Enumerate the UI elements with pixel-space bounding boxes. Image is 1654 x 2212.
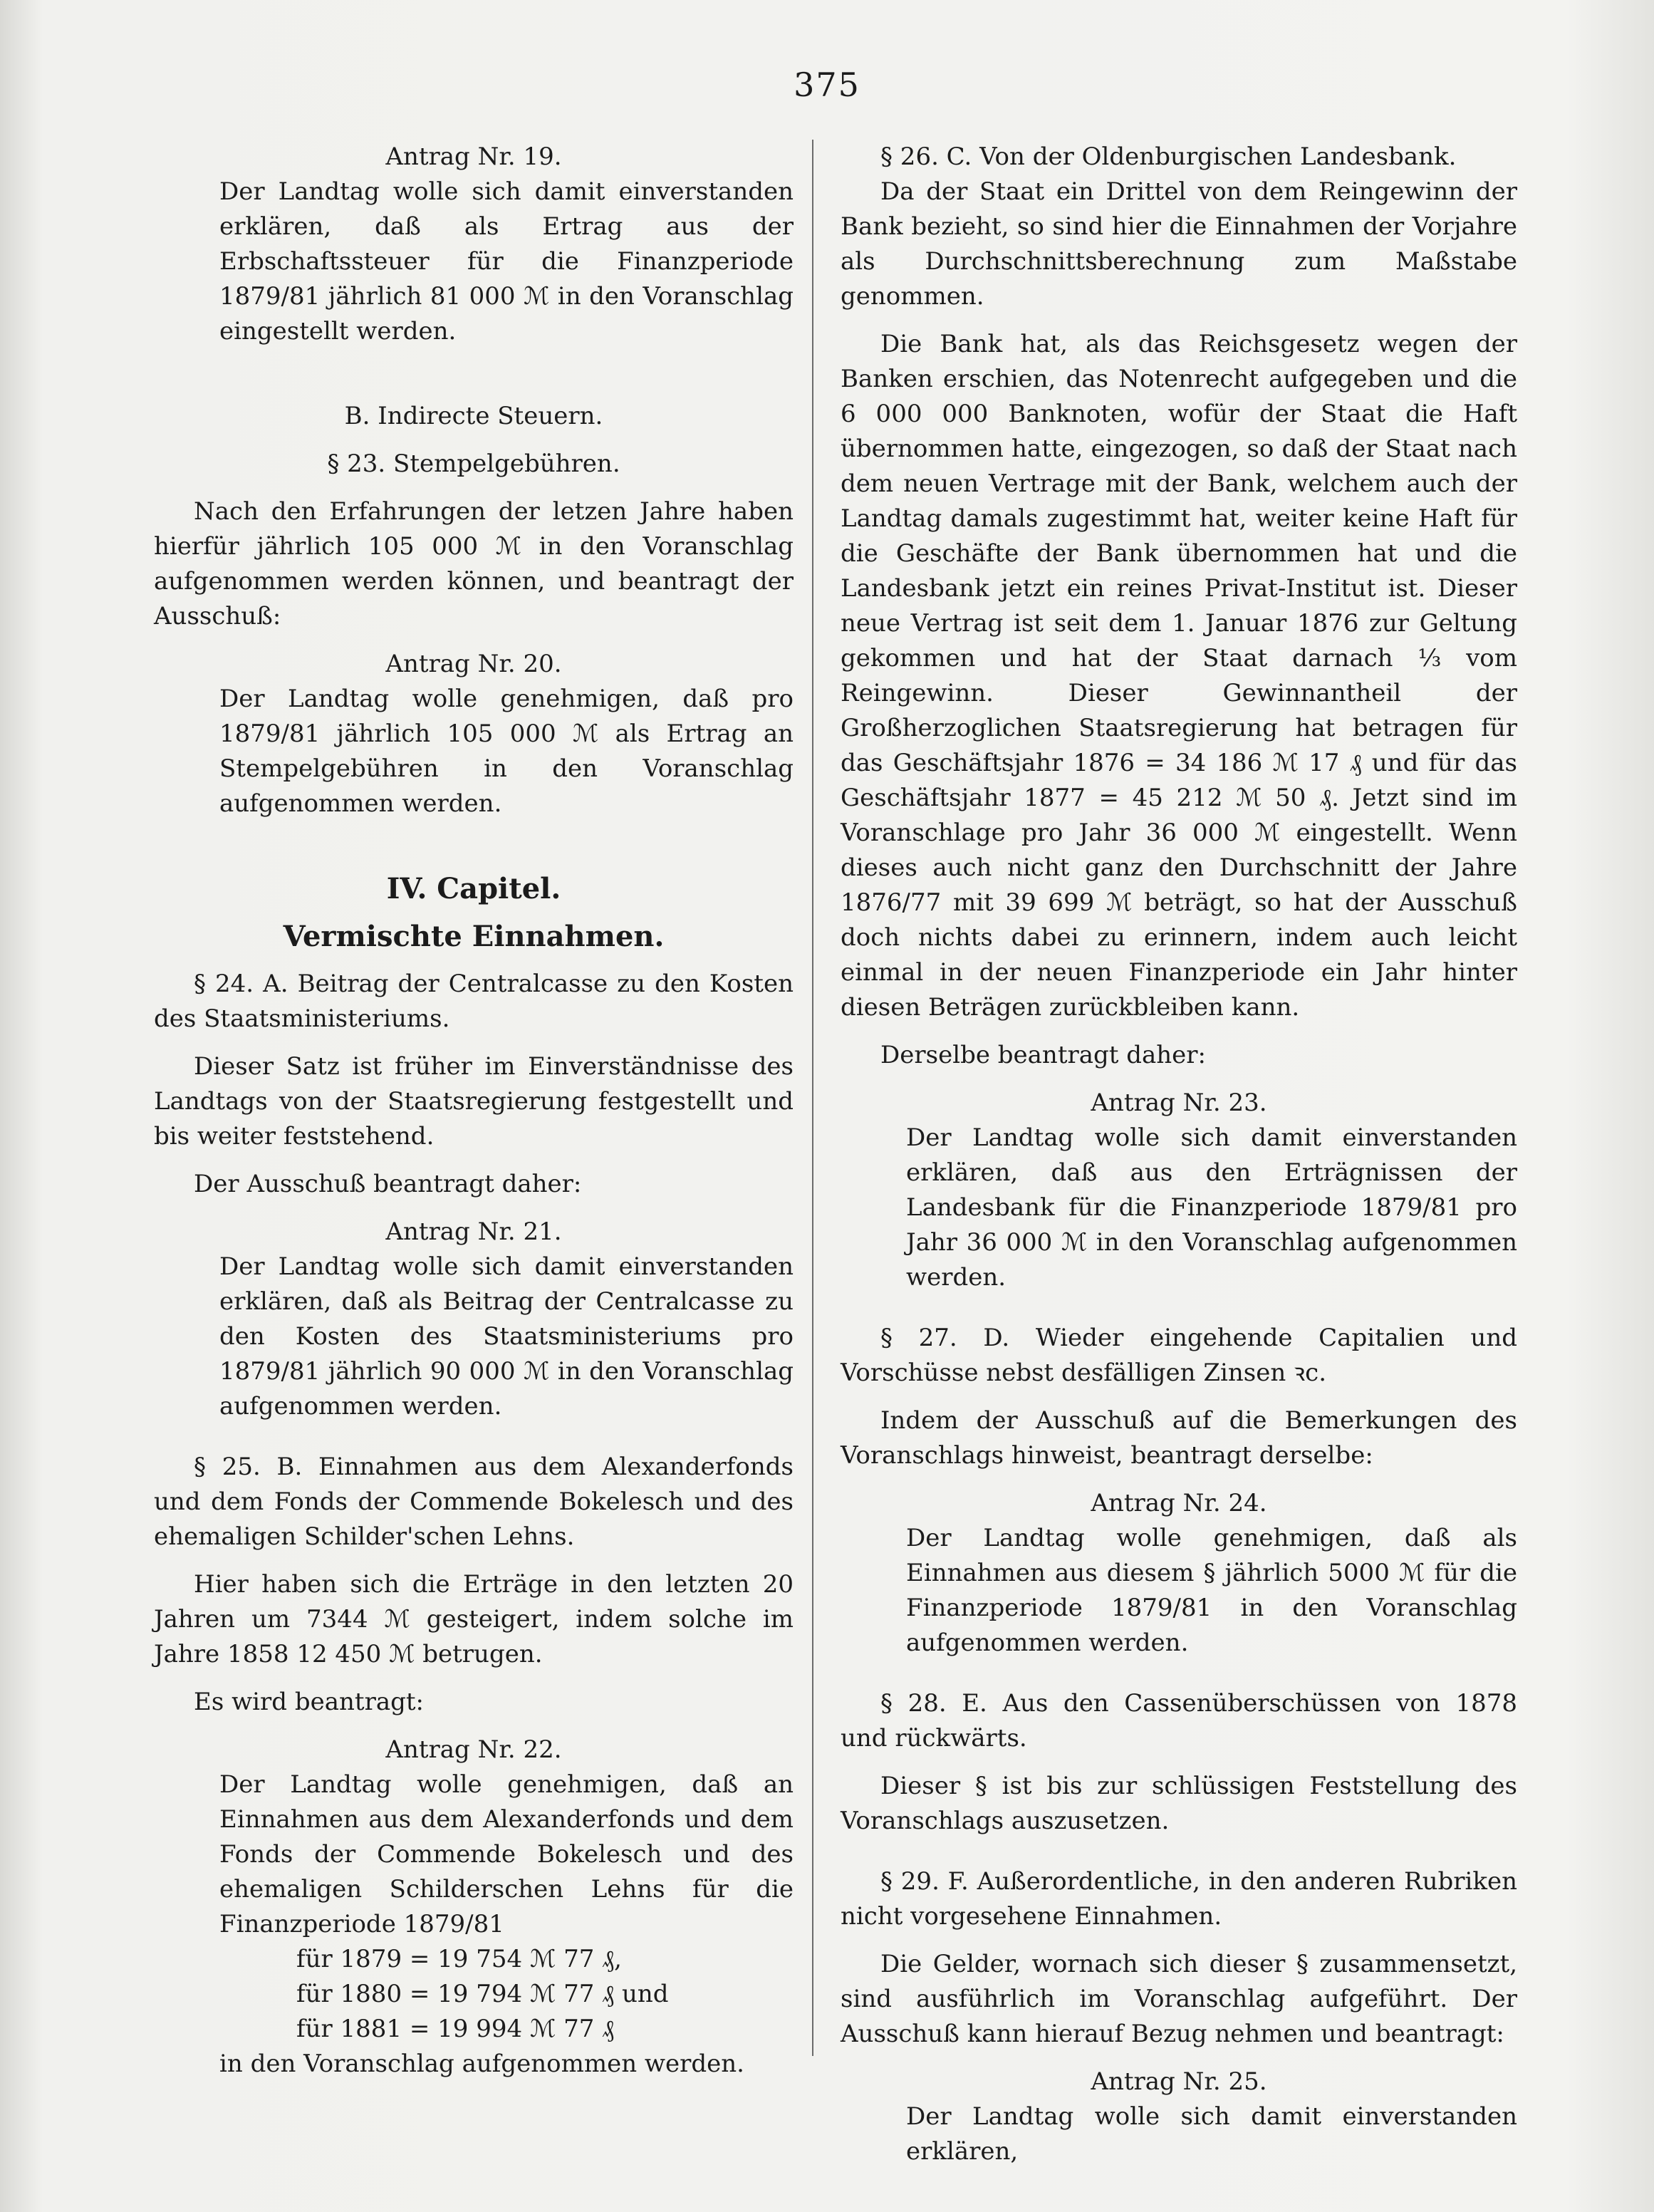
antrag-23-title: Antrag Nr. 23.	[1091, 1089, 1267, 1117]
column-divider	[812, 140, 813, 2056]
section-23-body: Nach den Erfahrungen der letzen Jahre haben hierfür jährlich 105 000 ℳ in den Voranschlag aufgenommen werden können, und beantragt der Ausschuß:	[154, 497, 794, 630]
page-number: 375	[794, 66, 860, 104]
section-25-body: Hier haben sich die Erträge in den letzten 20 Jahren um 7344 ℳ gesteigert, indem solche im Jahre 1858 12 450 ℳ betrugen.	[154, 1570, 794, 1668]
section-27-title: § 27. D. Wieder eingehende Capitalien und Vorschüsse nebst desfälligen Zinsen ꝛc.	[841, 1324, 1517, 1387]
antrag-22-end: in den Voranschlag aufgenommen werden.	[219, 2050, 744, 2078]
antrag-24-body: Der Landtag wolle genehmigen, daß als Einnahmen aus diesem § jährlich 5000 ℳ für die Finanzperiode 1879/81 in den Voranschlag aufgenommen werden.	[906, 1524, 1517, 1657]
antrag-24-title: Antrag Nr. 24.	[1091, 1489, 1267, 1517]
section-26-body-1: Da der Staat ein Drittel von dem Reingewinn der Bank bezieht, so sind hier die Einnahmen der Vorjahre als Durchschnittsberechnung zum Maßstabe genommen.	[841, 177, 1517, 311]
section-29-body: Die Gelder, wornach sich dieser § zusammensetzt, sind ausführlich im Voranschlag aufgeführt. Der Ausschuß kann hierauf Bezug nehmen und beantragt:	[841, 1950, 1517, 2048]
antrag-22-amount-1880: für 1880 = 19 794 ℳ 77 ₰ und	[296, 1980, 669, 2008]
section-29-title: § 29. F. Außerordentliche, in den anderen Rubriken nicht vorgesehene Einnahmen.	[841, 1867, 1517, 1931]
antrag-21-title: Antrag Nr. 21.	[385, 1217, 562, 1246]
antrag-22-amount-1879: für 1879 = 19 754 ℳ 77 ₰,	[296, 1945, 622, 1973]
section-25-motion-intro: Es wird beantragt:	[194, 1688, 424, 1716]
section-28-title: § 28. E. Aus den Cassenüberschüssen von 1878 und rückwärts.	[841, 1689, 1517, 1753]
section-27-body: Indem der Ausschuß auf die Bemerkungen des Voranschlags hinweist, beantragt derselbe:	[841, 1406, 1517, 1470]
right-column	[841, 140, 1517, 2169]
antrag-22-amount-1881: für 1881 = 19 994 ℳ 77 ₰	[296, 2015, 615, 2043]
section-26-body-2: Die Bank hat, als das Reichsgesetz wegen der Banken erschien, das Notenrecht aufgegeben und die 6 000 000 Banknoten, wofür der Staat die Haft übernommen hatte, eingezogen, so daß der Staat nach dem neuen Vertrage mit der Bank, welchem auch der Landtag damals zugestimmt hat, weiter keine Haft für die Geschäfte der Bank übernommen hat und die Landesbank jetzt ein reines Privat-Institut ist. Dieser neue Vertrag ist seit dem 1. Januar 1876 zur Geltung gekommen und hat der Staat darnach ⅓ vom Reingewinn. Dieser Gewinnantheil der Großherzoglichen Staatsregierung hat betragen für das Geschäftsjahr 1876 = 34 186 ℳ 17 ₰ und für das Geschäftsjahr 1877 = 45 212 ℳ 50 ₰. Jetzt sind im Voranschlage pro Jahr 36 000 ℳ eingestellt. Wenn dieses auch nicht ganz den Durchschnitt der Jahre 1876/77 mit 39 699 ℳ beträgt, so hat der Ausschuß doch nichts dabei zu erinnern, indem auch leicht einmal in der neuen Finanzperiode ein Jahr hinter diesen Beträgen zurückbleiben kann.	[841, 330, 1517, 1022]
section-26-title: § 26. C. Von der Oldenburgischen Landesbank.	[880, 142, 1457, 171]
antrag-22-title: Antrag Nr. 22.	[385, 1735, 562, 1764]
antrag-25-body: Der Landtag wolle sich damit einverstanden erklären,	[906, 2102, 1517, 2166]
section-b-heading: B. Indirecte Steuern.	[344, 402, 603, 430]
left-column	[154, 140, 794, 2082]
section-24-body: Dieser Satz ist früher im Einverständnisse des Landtags von der Staatsregierung festgestellt und bis weiter feststehend.	[154, 1052, 794, 1151]
section-25-title: § 25. B. Einnahmen aus dem Alexanderfonds und dem Fonds der Commende Bokelesch und des ehemaligen Schilder'schen Lehns.	[154, 1453, 794, 1551]
vermischte-heading: Vermischte Einnahmen.	[283, 920, 665, 953]
antrag-20-title: Antrag Nr. 20.	[385, 650, 562, 678]
section-23-title: § 23. Stempelgebühren.	[327, 450, 620, 478]
section-24-title: § 24. A. Beitrag der Centralcasse zu den Kosten des Staatsministeriums.	[154, 970, 794, 1033]
antrag-19-body: Der Landtag wolle sich damit einverstanden erklären, daß als Ertrag aus der Erbschaftssteuer für die Finanzperiode 1879/81 jährlich 81 000 ℳ in den Voranschlag eingestellt werden.	[219, 177, 794, 346]
antrag-21-body: Der Landtag wolle sich damit einverstanden erklären, daß als Beitrag der Centralcasse zu den Kosten des Staatsministeriums pro 1879/81 jährlich 90 000 ℳ in den Voranschlag aufgenommen werden.	[219, 1252, 794, 1421]
capitel-heading: IV. Capitel.	[386, 872, 561, 905]
antrag-25-title: Antrag Nr. 25.	[1091, 2067, 1267, 2096]
section-24-motion-intro: Der Ausschuß beantragt daher:	[194, 1170, 582, 1198]
section-26-motion-intro: Derselbe beantragt daher:	[880, 1041, 1207, 1069]
antrag-19-title: Antrag Nr. 19.	[385, 142, 562, 171]
antrag-22-body: Der Landtag wolle genehmigen, daß an Einnahmen aus dem Alexanderfonds und dem Fonds der Commende Bokelesch und des ehemaligen Schilderschen Lehns für die Finanzperiode 1879/81	[219, 1770, 794, 1938]
antrag-20-body: Der Landtag wolle genehmigen, daß pro 1879/81 jährlich 105 000 ℳ als Ertrag an Stempelgebühren in den Voranschlag aufgenommen werden.	[219, 685, 794, 818]
section-28-body: Dieser § ist bis zur schlüssigen Feststellung des Voranschlags auszusetzen.	[841, 1772, 1517, 1835]
antrag-23-body: Der Landtag wolle sich damit einverstanden erklären, daß aus den Erträgnissen der Landesbank für die Finanzperiode 1879/81 pro Jahr 36 000 ℳ in den Voranschlag aufgenommen werden.	[906, 1123, 1517, 1292]
